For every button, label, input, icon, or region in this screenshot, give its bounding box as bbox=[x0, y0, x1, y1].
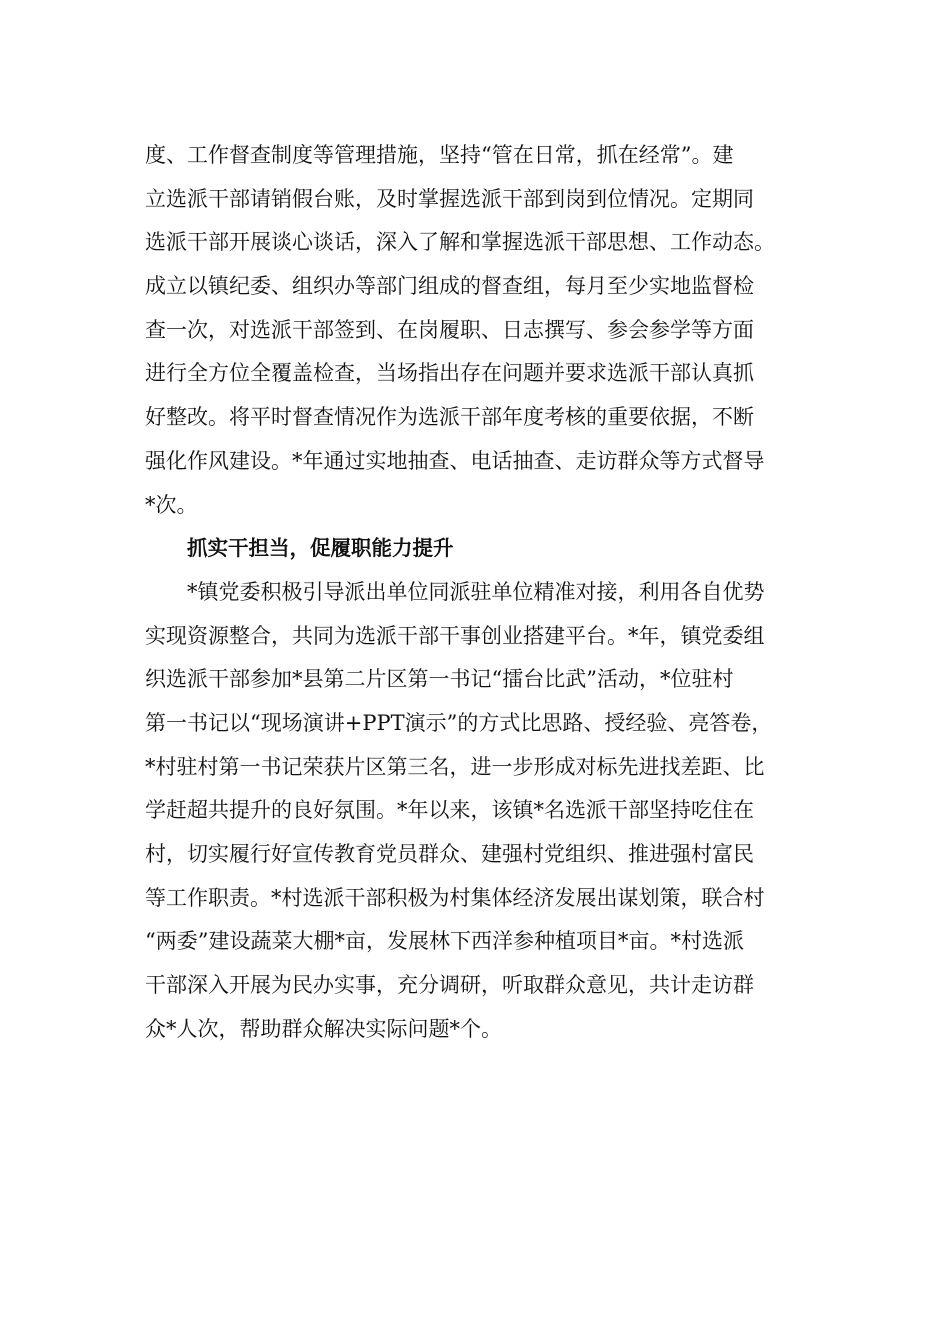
text-line: *村驻村第一书记荣获片区第三名，进一步形成对标先进找差距、比 bbox=[145, 754, 765, 779]
text-line: 查一次，对选派干部签到、在岗履职、日志撰写、参会参学等方面 bbox=[145, 317, 754, 342]
text-line: 等工作职责。*村选派干部积极为村集体经济发展出谋划策，联合村 bbox=[145, 885, 765, 910]
document-body bbox=[145, 134, 825, 1051]
text-line: 第一书记以“现场演讲+PPT演示”的方式比思路、授经验、亮答卷， bbox=[145, 710, 773, 735]
text-line: 选派干部开展谈心谈话，深入了解和掌握选派干部思想、工作动态。 bbox=[145, 230, 775, 255]
text-line: 织选派干部参加*县第二片区第一书记“擂台比武”活动，*位驻村 bbox=[145, 667, 734, 692]
section-heading: 抓实干担当，促履职能力提升 bbox=[187, 536, 454, 561]
text-line: 进行全方位全覆盖检查，当场指出存在问题并要求选派干部认真抓 bbox=[145, 361, 754, 386]
text-line: 度、工作督查制度等管理措施，坚持“管在日常，抓在经常”。建 bbox=[145, 143, 734, 167]
text-line: 成立以镇纪委、组织办等部门组成的督查组，每月至少实地监督检 bbox=[145, 274, 754, 299]
text-line: 强化作风建设。*年通过实地抽查、电话抽查、走访群众等方式督导 bbox=[145, 448, 765, 473]
text-line: 实现资源整合，共同为选派干部干事创业搭建平台。*年，镇党委组 bbox=[145, 623, 765, 648]
text-line: *镇党委积极引导派出单位同派驻单位精准对接，利用各自优势 bbox=[187, 579, 765, 604]
text-line: “两委”建设蔬菜大棚*亩，发展林下西洋参种植项目*亩。*村选派 bbox=[145, 929, 744, 954]
text-line: *次。 bbox=[145, 492, 198, 517]
text-line: 好整改。将平时督查情况作为选派干部年度考核的重要依据，不断 bbox=[145, 405, 754, 430]
text-line: 立选派干部请销假台账，及时掌握选派干部到岗到位情况。定期同 bbox=[145, 186, 754, 211]
text-line: 学赶超共提升的良好氛围。*年以来，该镇*名选派干部坚持吃住在 bbox=[145, 798, 754, 823]
text-line: 村，切实履行好宣传教育党员群众、建强村党组织、推进强村富民 bbox=[145, 842, 754, 866]
text-line: 干部深入开展为民办实事，充分调研，听取群众意见，共计走访群 bbox=[145, 973, 754, 998]
text-line: 众*人次，帮助群众解决实际问题*个。 bbox=[145, 1016, 502, 1041]
